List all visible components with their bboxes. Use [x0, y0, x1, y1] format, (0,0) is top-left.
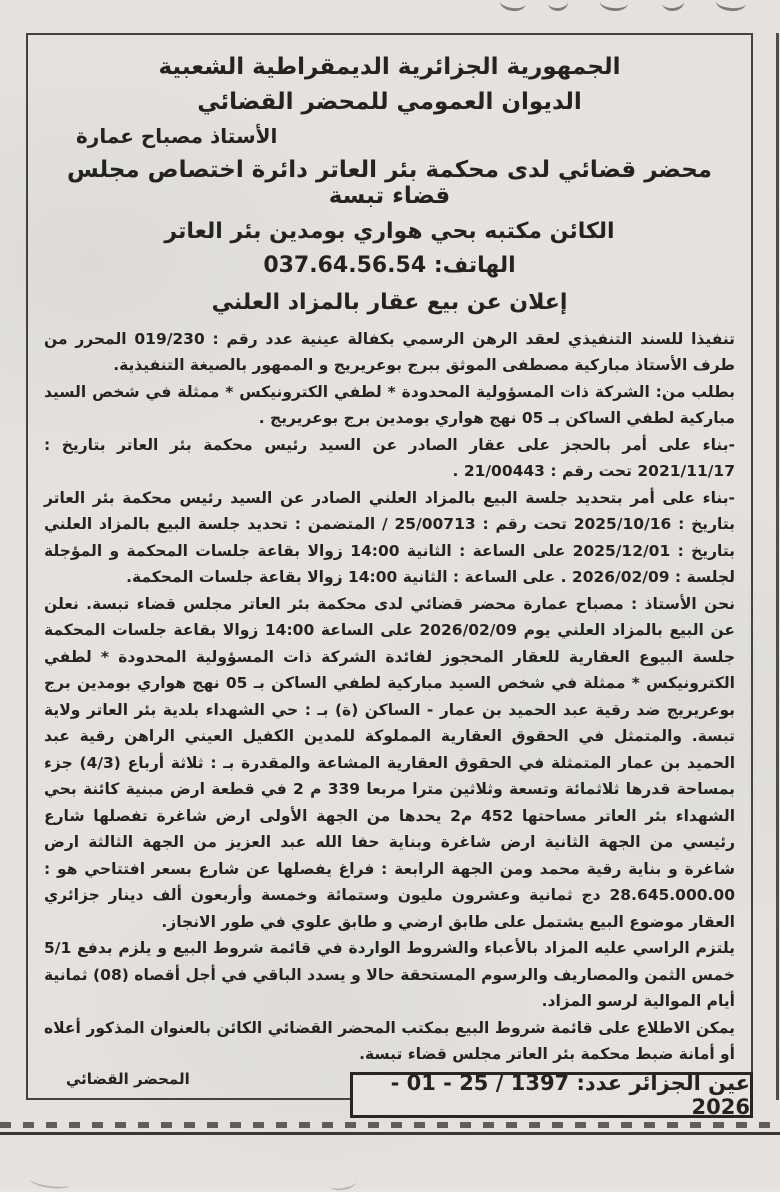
paragraph-seizure-order: -بناء على أمر بالحجز على عقار الصادر عن السيد رئيس محكمة بئر العاتر بتاريخ : 2021/11/17 تحت رقم : 21/00443 .	[44, 435, 735, 481]
header-office-address: الكائن مكتبه بحي هواري بومدين بئر العاتر	[164, 218, 615, 244]
header-phone: الهاتف: 037.64.56.54	[263, 253, 516, 279]
legal-notice-box	[26, 33, 753, 1100]
header-bailiff-jurisdiction: محضر قضائي لدى محكمة بئر العاتر دائرة اختصاص مجلس قضاء تبسة	[66, 156, 713, 210]
notice-body	[44, 326, 735, 1068]
paragraph-payment-terms: يلتزم الراسي عليه المزاد بالأعباء والشروط الواردة في قائمة شروط البيع و يلزم بدفع 5/1 خمس الثمن والمصاريف والرسوم المستحقة حالا و يسدد الباقي في أجل أقصاه (08) ثمانية أيام الموالية لرسو المزاد.	[44, 939, 736, 1011]
torn-text-fragment	[547, 0, 568, 12]
torn-text-fragment	[661, 0, 685, 12]
header-republic: الجمهورية الجزائرية الديمقراطية الشعبية	[158, 54, 621, 80]
paragraph-consultation-info: يمكن الاطلاع على قائمة شروط البيع بمكتب المحضر القضائي الكائن بالعنوان المذكور أعلاه أو أمانة ضبط محكمة بئر العاتر مجلس قضاء تبسة.	[44, 1018, 735, 1064]
torn-text-fragment	[715, 0, 746, 12]
scan-smudge	[329, 1176, 357, 1192]
torn-text-fragment	[599, 0, 628, 12]
header-bailiff-name: الأستاذ مصباح عمارة	[76, 123, 278, 148]
newspaper-issue-stamp	[350, 1072, 753, 1118]
paragraph-request-by: بطلب من: الشركة ذات المسؤولية المحدودة * لطفي الكترونيكس * ممثلة في شخص السيد مباركية لطفي الساكن بـ 05 نهج هواري بومدين برج بوعريريج .	[44, 382, 735, 428]
bottom-rule	[0, 1132, 780, 1135]
paragraph-session-order: -بناء على أمر بتحديد جلسة البيع بالمزاد العلني الصادر عن السيد رئيس محكمة بئر العاتر بتاريخ : 2025/10/16 تحت رقم : 25/00713 / المتضمن : تحديد جلسة البيع بالمزاد العلني بتاريخ : 2025/12/01 على الساعة : الثانية 14:00 زوالا بقاعة جلسات المحكمة و المؤجلة لجلسة : 2026/02/09 . على الساعة : الثانية 14:00 زوالا بقاعة جلسات المحكمة.	[44, 488, 736, 587]
torn-text-fragment	[499, 0, 527, 12]
scan-smudge	[29, 1173, 70, 1190]
issue-stamp-text: عين الجزائر عدد: 1397 / 25 - 01 - 2026	[390, 1071, 750, 1119]
paragraph-executive-deed: تنفيذا للسند التنفيذي لعقد الرهن الرسمي بكفالة عينية عدد رقم : 019/230 المحرر من طرف الأستاذ مباركية مصطفى الموثق ببرج بوعريريج و الممهور بالصيغة التنفيذية.	[44, 329, 735, 375]
notice-title: إعلان عن بيع عقار بالمزاد العلني	[211, 290, 568, 316]
dashed-separator	[0, 1122, 780, 1128]
bailiff-signature: المحضر القضائي	[66, 1070, 190, 1088]
paragraph-auction-announcement: نحن الأستاذ : مصباح عمارة محضر قضائي لدى محكمة بئر العاتر مجلس قضاء تبسة. نعلن عن البيع بالمزاد العلني يوم 2026/02/09 على الساعة 14:00 زوالا بقاعة جلسات المحكمة جلسة البيوع العقارية للعقار المحجوز لفائدة الشركة ذات المسؤولية المحدودة * لطفي الكترونيكس * ممثلة في شخص السيد مباركية لطفي الساكن بـ 05 نهج هواري بومدين برج بوعريريج ضد رقية عبد الحميد بن عمار - الساكن (ة) بـ : حي الشهداء بلدية بئر العاتر ولاية تبسة. والمتمثل في الحقوق العقارية المملوكة للمدين الكفيل العيني الراهن رقية عبد الحميد بن عمار المتمثلة في الحقوق العقارية المشاعة والمقدرة بـ : ثلاثة أرباع (4/3) جزء بمساحة قدرها ثلاثمائة وتسعة وثلاثين مترا مربعا 339 م 2 في قطعة ارض مبنية كائنة بحي الشهداء بئر العاتر مساحتها 452 م2 يحدها من الجهة الأولى ارض شاغرة تفصلها شارع رئيسي من الجهة الثانية ارض شاغرة وبناية حفا الله عبد العزيز من الجهة الثالثة ارض شاغرة و بناية رقية محمد ومن الجهة الرابعة : فراغ يفصلها عن شارع بسعر افتتاحي هو : 28.645.000.00 دج ثمانية وعشرون مليون وستمائة وخمسة وأربعون ألف دينار جزائري العقار موضوع البيع يشتمل على طابق ارضي و طابق علوي في طور الانجاز.	[44, 594, 736, 931]
adjacent-column-border	[776, 33, 779, 1100]
header-public-office: الديوان العمومي للمحضر القضائي	[197, 89, 582, 116]
